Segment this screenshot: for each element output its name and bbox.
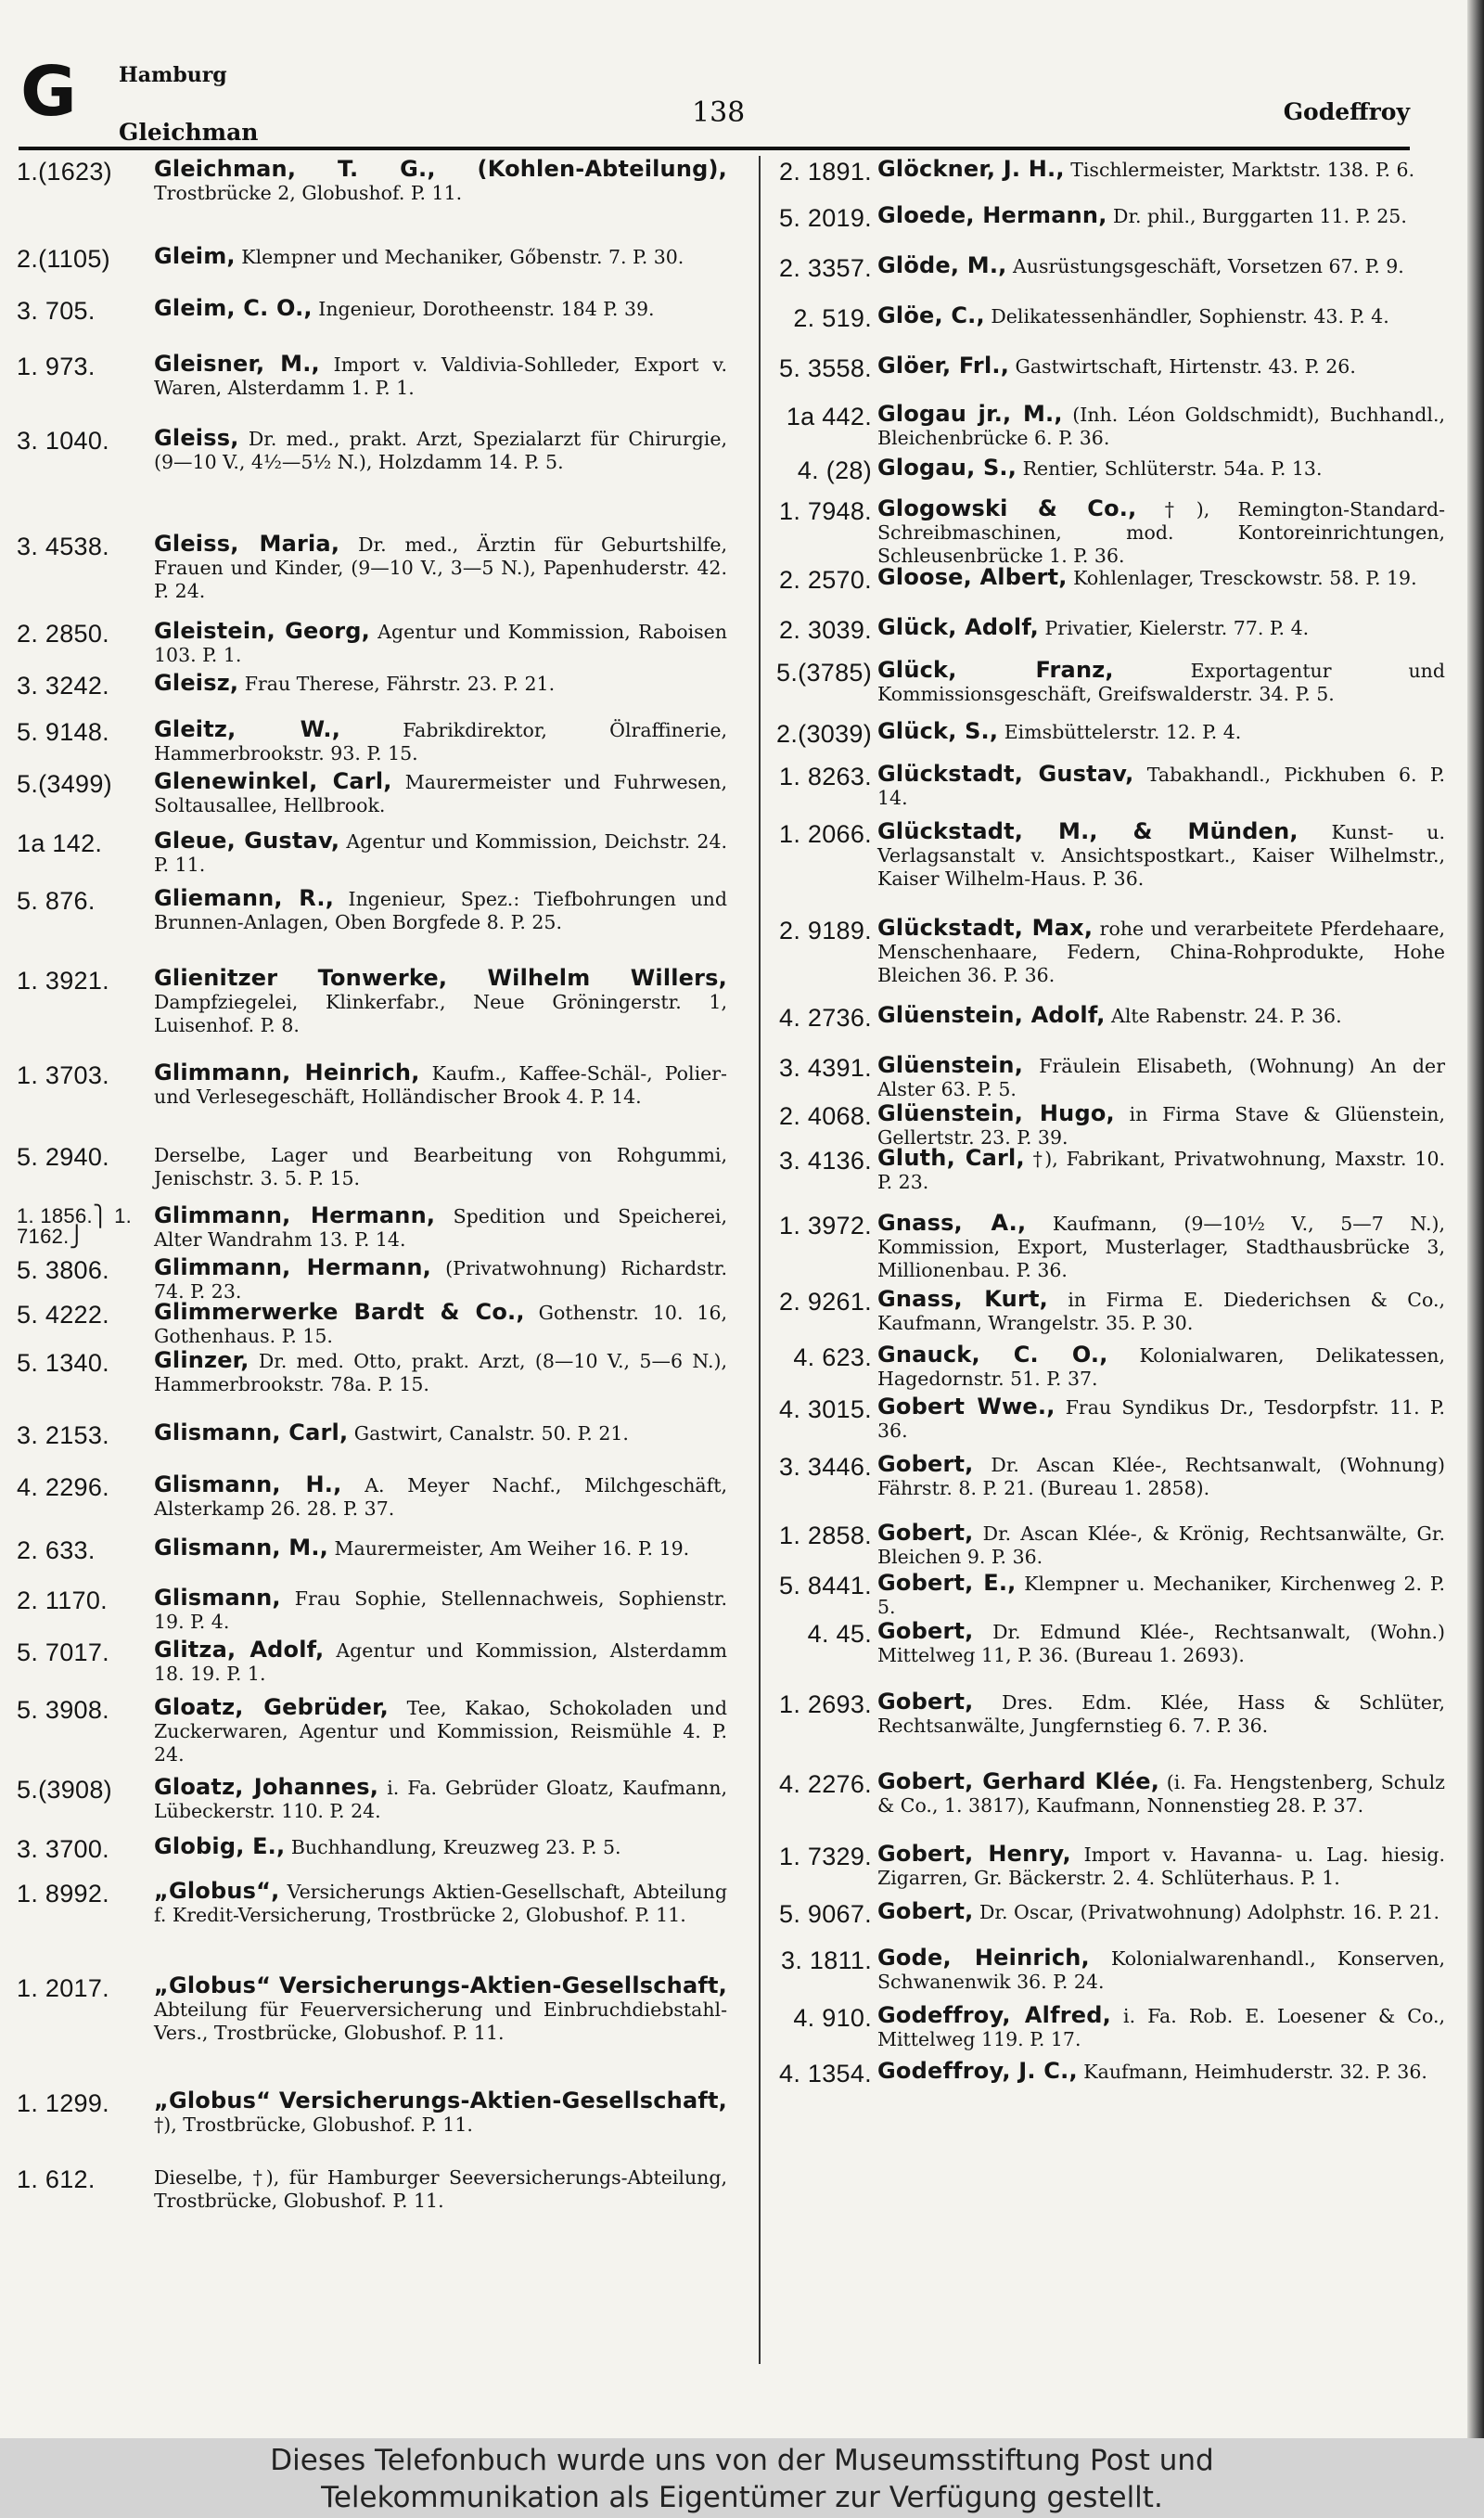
phone-number: 5.(3499) — [17, 770, 112, 798]
entry-details: Versicherungs Aktien-Gesellschaft, Abteilung f. Kredit-Versicherung, Trostbrücke 2, Globushof. P. 11. — [154, 1881, 727, 1926]
entry-text — [154, 1256, 727, 1304]
entry-name: Gleiss, — [154, 425, 239, 451]
entry-name: Glismann, — [154, 1585, 281, 1611]
entry-details: Kaufmann, Heimhuderstr. 32. P. 36. — [1077, 2061, 1427, 2083]
entry-details: Exportagentur und Kommissionsgeschäft, Greifswalderstr. 34. P. 5. — [877, 660, 1445, 705]
phone-number: 3. 705. — [17, 297, 96, 325]
entry-name: Glismann, M., — [154, 1535, 329, 1561]
entry-details: Agentur und Kommission, Raboisen 103. P. 1. — [154, 621, 727, 666]
entry-details: Import v. Havanna- u. Lag. hiesig. Zigarren, Gr. Bäckerstr. 2. 4. Schlüterhaus. P. 1. — [877, 1844, 1445, 1889]
entry-details: Import v. Valdivia-Sohlleder, Export v. Waren, Alsterdamm 1. P. 1. — [154, 353, 727, 399]
phone-number: 5. 2940. — [17, 1143, 109, 1171]
entry-name: Gleisner, M., — [154, 351, 320, 377]
range-start-heading: Gleichman — [119, 119, 259, 146]
left-column — [17, 158, 749, 2384]
entry-text — [877, 2060, 1445, 2084]
entry-details: Ingenieur, Dorotheenstr. 184 P. 39. — [312, 298, 655, 320]
entry-name: Glück, S., — [877, 718, 999, 744]
section-letter: G — [20, 52, 77, 132]
entry-details: Kaufmann, (9—10½ V., 5—7 N.), Kommission, Export, Musterlager, Stadthausbrücke 3, Millionenbau. P. 36. — [877, 1213, 1446, 1281]
phone-number: 3. 4136. — [779, 1147, 872, 1175]
entry-details: Trostbrücke 2, Globushof. P. 11. — [154, 182, 463, 204]
entry-name: Glüenstein, Adolf, — [877, 1002, 1106, 1028]
entry-text — [877, 158, 1445, 182]
entry-text — [154, 1587, 727, 1634]
entry-name: Glimmann, Hermann, — [154, 1254, 431, 1280]
entry-details: Abteilung für Feuerversicherung und Einbruchdiebstahl-Vers., Trostbrücke, Globushof. P. 11. — [154, 1998, 727, 2044]
entry-name: Gleichman, T. G., (Kohlen-Abteilung), — [154, 158, 727, 182]
entry-details: Fabrikdirektor, Ölraffinerie, Hammerbrookstr. 93. P. 15. — [154, 719, 727, 764]
entry-text — [877, 917, 1445, 987]
entry-text — [877, 763, 1445, 810]
phone-number: 2. 9261. — [779, 1288, 872, 1316]
entry-details: Derselbe, Lager und Bearbeitung von Rohgummi, Jenischstr. 3. 5. P. 15. — [154, 1144, 727, 1189]
entry-details: Ausrüstungsgeschäft, Vorsetzen 67. P. 9. — [1006, 255, 1404, 277]
entry-name: Glück, Franz, — [877, 657, 1114, 683]
entry-details: Kunst- u. Verlagsanstalt v. Ansichtspostkart., Kaiser Wilhelmstr., Kaiser Wilhelm-Haus. P. 36. — [877, 821, 1445, 890]
footer-line-1: Dieses Telefonbuch wurde uns von der Museumsstiftung Post und — [270, 2444, 1214, 2477]
entry-details: Gastwirt, Canalstr. 50. P. 21. — [348, 1422, 629, 1445]
phone-number: 5. 8441. — [779, 1572, 872, 1599]
phone-number: 5. 3806. — [17, 1256, 109, 1284]
phone-number: 2. 3039. — [779, 616, 872, 644]
entry-text — [154, 1638, 727, 1686]
right-column — [742, 158, 1456, 2384]
entry-name: Glinzer, — [154, 1347, 249, 1373]
phone-number: 1. 8263. — [779, 763, 872, 790]
phone-number: 1. 612. — [17, 2165, 96, 2193]
entry-details: Dr. Ascan Klée-, Rechtsanwalt, (Wohnung) Fährstr. 8. P. 21. (Bureau 1. 2858). — [877, 1454, 1445, 1499]
entry-text — [154, 1536, 727, 1561]
entry-name: Gobert, — [877, 1898, 974, 1924]
entry-name: Glöer, Frl., — [877, 353, 1010, 379]
entry-text — [154, 245, 727, 269]
entry-details: Dieselbe, †), für Hamburger Seeversicherungs-Abteilung, Trostbrücke, Globushof. P. 11. — [154, 2166, 727, 2212]
entry-name: Gobert, Gerhard Klée, — [877, 1768, 1160, 1794]
entry-details: †), Remington-Standard-Schreibmaschinen, mod. Kontoreinrichtungen, Schleusenbrücke 1. P. 36. — [877, 498, 1445, 567]
entry-name: Gloatz, Johannes, — [154, 1774, 379, 1800]
entry-text — [877, 254, 1445, 278]
entry-name: Glöckner, J. H., — [877, 158, 1065, 182]
entry-name: Gleim, C. O., — [154, 295, 313, 321]
entry-name: Glogau, S., — [877, 455, 1017, 481]
entry-details: Maurermeister und Fuhrwesen, Soltausallee, Hellbrook. — [154, 771, 727, 816]
entry-text — [877, 497, 1445, 568]
entry-text — [877, 204, 1445, 228]
entry-details: Frau Therese, Fährstr. 23. P. 21. — [238, 673, 556, 695]
phone-number: 3. 3446. — [779, 1453, 872, 1481]
entry-text — [154, 1835, 727, 1859]
entry-text — [877, 1147, 1445, 1194]
entry-name: Glückstadt, M., & Münden, — [877, 818, 1298, 844]
phone-number: 5. 1340. — [17, 1349, 109, 1377]
entry-name: Gloose, Albert, — [877, 564, 1068, 590]
entry-name: Glimmann, Heinrich, — [154, 1060, 420, 1086]
entry-text — [154, 533, 727, 603]
entry-text — [877, 566, 1445, 590]
phone-number: 1. 3972. — [779, 1212, 872, 1240]
entry-name: Glöe, C., — [877, 302, 985, 328]
entry-text — [154, 1880, 727, 1927]
entry-text — [877, 1900, 1445, 1924]
phone-number: 4. (28) — [797, 456, 872, 484]
phone-number: 4. 910. — [793, 2004, 872, 2032]
entry-text — [877, 1212, 1445, 1282]
entry-name: Gobert, — [877, 1451, 974, 1477]
entry-details: Frau Sophie, Stellennachweis, Sophienstr. 19. P. 4. — [154, 1587, 727, 1633]
phone-number: 1.(1623) — [17, 158, 112, 186]
entry-text — [154, 1974, 727, 2045]
entry-text — [877, 1843, 1445, 1890]
entry-details: (Inh. Léon Goldschmidt), Buchhandl., Bleichenbrücke 6. P. 36. — [877, 404, 1445, 449]
entry-text — [154, 1061, 727, 1109]
phone-number: 4. 623. — [793, 1343, 872, 1371]
entry-text — [154, 718, 727, 765]
entry-text — [154, 620, 727, 667]
phone-number: 1a 442. — [786, 403, 872, 430]
entry-text — [877, 659, 1445, 706]
phone-number: 2. 3357. — [779, 254, 872, 282]
entry-name: Gleistein, Georg, — [154, 618, 370, 644]
entry-details: (i. Fa. Hengstenberg, Schulz & Co., 1. 3817), Kaufmann, Nonnenstieg 28. P. 37. — [877, 1771, 1445, 1817]
city-heading: Hamburg — [119, 63, 227, 87]
entry-name: Gobert Wwe., — [877, 1394, 1055, 1420]
phone-number: 4. 1354. — [779, 2060, 872, 2088]
entry-name: Glismann, H., — [154, 1471, 342, 1497]
phone-number: 2. 519. — [793, 304, 872, 332]
phone-number: 5. 7017. — [17, 1638, 109, 1666]
entry-details: Fräulein Elisabeth, (Wohnung) An der Alster 63. P. 5. — [877, 1055, 1445, 1100]
entry-text — [877, 1770, 1445, 1818]
entry-details: Dr. phil., Burggarten 11. P. 25. — [1107, 205, 1407, 227]
phone-number: 2. 9189. — [779, 917, 872, 944]
phone-number: 3. 4391. — [779, 1054, 872, 1082]
phone-number: 3. 3242. — [17, 672, 109, 700]
entry-name: Glückstadt, Max, — [877, 915, 1094, 941]
entry-name: „Globus“, — [154, 1878, 280, 1904]
entry-name: Gnass, A., — [877, 1210, 1027, 1236]
phone-number: 1. 3921. — [17, 967, 109, 995]
phone-number: 5.(3908) — [17, 1776, 112, 1804]
entry-name: Gleisz, — [154, 670, 239, 696]
entry-details: Dr. Edmund Klée-, Rechtsanwalt, (Wohn.) Mittelweg 11, P. 36. (Bureau 1. 2693). — [877, 1621, 1445, 1666]
phone-number: 1. 8992. — [17, 1880, 109, 1908]
entry-name: Gobert, E., — [877, 1570, 1017, 1596]
entry-name: Gloatz, Gebrüder, — [154, 1694, 389, 1720]
phone-number: 1. 2017. — [17, 1974, 109, 2002]
entry-text — [877, 1395, 1445, 1443]
entry-details: Dr. Oscar, (Privatwohnung) Adolphstr. 16. P. 21. — [973, 1901, 1440, 1923]
entry-name: Gobert, — [877, 1689, 974, 1715]
phone-number: 3. 1811. — [781, 1946, 872, 1974]
entry-name: Gleim, — [154, 243, 236, 269]
entry-name: Glogowski & Co., — [877, 495, 1137, 521]
entry-text — [877, 1690, 1445, 1738]
entry-details: Tee, Kakao, Schokoladen und Zuckerwaren, Agentur und Kommission, Reismühle 4. P. 24. — [154, 1697, 727, 1766]
entry-details: Agentur und Kommission, Alsterdamm 18. 19. P. 1. — [154, 1639, 727, 1685]
entry-text — [154, 1696, 727, 1766]
entry-details: Privatier, Kielerstr. 77. P. 4. — [1039, 617, 1310, 639]
phone-number: 1. 2066. — [779, 820, 872, 848]
phone-number: 3. 3700. — [17, 1835, 109, 1863]
entry-details: Kohlenlager, Tresckowstr. 58. P. 19. — [1067, 567, 1417, 589]
entry-text — [154, 2089, 727, 2137]
entry-details: Dres. Edm. Klée, Hass & Schlüter, Rechtsanwälte, Jungfernstieg 6. 7. P. 36. — [877, 1691, 1445, 1737]
phone-number: 5.(3785) — [776, 659, 872, 687]
entry-name: Glöde, M., — [877, 252, 1007, 278]
entry-text — [154, 158, 727, 205]
header-rule — [19, 147, 1410, 150]
phone-number: 5. 3908. — [17, 1696, 109, 1724]
entry-name: Glenewinkel, Carl, — [154, 768, 392, 794]
phone-number: 1. 973. — [17, 353, 96, 380]
range-end-heading: Godeffroy — [1283, 98, 1410, 125]
entry-details: Eimsbüttelerstr. 12. P. 4. — [998, 721, 1242, 743]
entry-text — [877, 820, 1445, 891]
phone-number: 1. 7948. — [779, 497, 872, 525]
entry-text — [154, 1776, 727, 1823]
entry-text — [154, 297, 727, 321]
entry-text — [877, 2004, 1445, 2051]
page-number: 138 — [692, 96, 746, 129]
entry-text — [877, 1522, 1445, 1569]
entry-details: Klempner und Mechaniker, Gőbenstr. 7. P. 30. — [235, 246, 684, 268]
phone-number: 5. 4222. — [17, 1301, 109, 1329]
entry-details: i. Fa. Rob. E. Loesener & Co., Mittelweg 119. P. 17. — [877, 2005, 1446, 2050]
entry-text — [154, 672, 727, 696]
phone-number: 2. 2850. — [17, 620, 109, 648]
entry-name: Gluth, Carl, — [877, 1145, 1025, 1171]
phone-number: 1. 2693. — [779, 1690, 872, 1718]
entry-text — [877, 1343, 1445, 1391]
phone-number: 2. 2570. — [779, 566, 872, 594]
entry-name: „Globus“ Versicherungs-Aktien-Gesellschaft, — [154, 1972, 727, 1998]
entry-name: Godeffroy, Alfred, — [877, 2002, 1111, 2028]
entry-text — [154, 427, 727, 474]
entry-details: Kolonialwaren, Delikatessen, Hagedornstr. 51. P. 37. — [877, 1344, 1445, 1390]
entry-details: rohe und verarbeitete Pferdehaare, Menschenhaare, Federn, China-Rohprodukte, Hohe Bleichen 36. P. 36. — [877, 918, 1445, 986]
entry-details: A. Meyer Nachf., Milchgeschäft, Alsterkamp 26. 28. P. 37. — [154, 1474, 727, 1520]
entry-text — [154, 1473, 727, 1521]
entry-text — [877, 1572, 1445, 1619]
entry-text — [154, 1349, 727, 1396]
entry-text — [877, 1004, 1445, 1028]
entry-details: Tischlermeister, Marktstr. 138. P. 6. — [1064, 159, 1415, 181]
phone-number: 5. 9148. — [17, 718, 109, 746]
entry-name: Glück, Adolf, — [877, 614, 1039, 640]
entry-details: Spedition und Speicherei, Alter Wandrahm 13. P. 14. — [154, 1205, 727, 1251]
entry-name: Gobert, — [877, 1520, 974, 1546]
entry-details: Dr. Ascan Klée-, & Krönig, Rechtsanwälte, Gr. Bleichen 9. P. 36. — [877, 1522, 1445, 1568]
entry-name: Glimmerwerke Bardt & Co., — [154, 1299, 525, 1325]
entry-details: †), Fabrikant, Privatwohnung, Maxstr. 10. P. 23. — [877, 1148, 1445, 1193]
entry-text — [877, 1102, 1445, 1150]
entry-name: Godeffroy, J. C., — [877, 2058, 1078, 2084]
entry-text — [877, 1288, 1445, 1335]
entry-name: Gloede, Hermann, — [877, 202, 1107, 228]
footer-line-2: Telekommunikation als Eigentümer zur Verfügung gestellt. — [321, 2481, 1163, 2514]
phone-number: 1. 2858. — [779, 1522, 872, 1549]
entry-details: Delikatessenhändler, Sophienstr. 43. P. 4. — [984, 305, 1389, 328]
entry-details: in Firma Stave & Glüenstein, Gellertstr. 23. P. 39. — [877, 1103, 1445, 1149]
entry-name: Gnauck, C. O., — [877, 1342, 1108, 1368]
entry-details: (Privatwohnung) Richardstr. 74. P. 23. — [154, 1257, 727, 1303]
entry-details: Alte Rabenstr. 24. P. 36. — [1105, 1005, 1342, 1027]
entry-name: Gleitz, W., — [154, 716, 341, 742]
entry-details: Klempner u. Mechaniker, Kirchenweg 2. P. 5. — [877, 1573, 1445, 1618]
entry-details: Rentier, Schlüterstr. 54a. P. 13. — [1017, 457, 1323, 480]
entry-name: Glückstadt, Gustav, — [877, 761, 1134, 787]
entry-text — [154, 829, 727, 877]
entry-text — [154, 1421, 727, 1445]
entry-text — [877, 1453, 1445, 1500]
phone-number: 4. 2736. — [779, 1004, 872, 1032]
phone-number: 1. 1299. — [17, 2089, 109, 2117]
entry-text — [877, 616, 1445, 640]
entry-name: Glüenstein, — [877, 1052, 1024, 1078]
phone-number: 2. 633. — [17, 1536, 96, 1564]
phone-number: 3. 4538. — [17, 533, 109, 560]
entry-details: Tabakhandl., Pickhuben 6. P. 14. — [877, 764, 1445, 809]
phone-number: 3. 1040. — [17, 427, 109, 455]
entry-details: Gastwirtschaft, Hirtenstr. 43. P. 26. — [1009, 355, 1356, 378]
phone-number: 2. 1170. — [17, 1587, 108, 1614]
entry-name: Glitza, Adolf, — [154, 1637, 325, 1663]
phone-number: 4. 3015. — [779, 1395, 872, 1423]
entry-name: „Globus“ Versicherungs-Aktien-Gesellschaft, — [154, 2088, 727, 2113]
phone-number: 1. 1856.⎫ 1. 7162.⎭ — [17, 1204, 133, 1248]
entry-text — [154, 1143, 727, 1190]
entry-name: Gnass, Kurt, — [877, 1286, 1048, 1312]
entry-details: Dr. med., prakt. Arzt, Spezialarzt für Chirurgie, (9—10 V., 4½—5½ N.), Holzdamm 14. P. 5. — [154, 428, 727, 473]
entry-name: Gliemann, R., — [154, 885, 335, 911]
entry-text — [154, 2165, 727, 2213]
entry-details: Dampfziegelei, Klinkerfabr., Neue Gröningerstr. 1, Luisenhof. P. 8. — [154, 991, 727, 1036]
entry-details: i. Fa. Gebrüder Gloatz, Kaufmann, Lübeckerstr. 110. P. 24. — [154, 1777, 728, 1822]
entry-text — [877, 720, 1445, 744]
footer-note — [0, 2438, 1484, 2518]
phone-number: 3. 2153. — [17, 1421, 109, 1449]
entry-text — [154, 353, 727, 400]
entry-text — [877, 1946, 1445, 1994]
entry-name: Gobert, Henry, — [877, 1841, 1071, 1867]
entry-name: Globig, E., — [154, 1833, 286, 1859]
entry-text — [154, 967, 727, 1037]
phone-number: 4. 2276. — [779, 1770, 872, 1798]
phone-number: 4. 2296. — [17, 1473, 109, 1501]
entry-details: Gothenstr. 10. 16, Gothenhaus. P. 15. — [154, 1302, 727, 1347]
entry-details: Ingenieur, Spez.: Tiefbohrungen und Brunnen-Anlagen, Oben Borgfede 8. P. 25. — [154, 888, 727, 933]
phone-number: 2.(1105) — [17, 245, 110, 273]
entry-details: Maurermeister, Am Weiher 16. P. 19. — [328, 1537, 690, 1560]
phone-number: 5. 876. — [17, 887, 96, 915]
entry-text — [877, 304, 1445, 328]
entry-details: in Firma E. Diederichsen & Co., Kaufmann, Wrangelstr. 35. P. 30. — [877, 1289, 1445, 1334]
phone-number: 1a 142. — [17, 829, 103, 857]
entry-name: Glüenstein, Hugo, — [877, 1100, 1115, 1126]
entry-name: Glimmann, Hermann, — [154, 1202, 436, 1228]
entry-text — [877, 403, 1445, 450]
entry-text — [877, 1620, 1445, 1667]
entry-details: Kolonialwarenhandl., Konserven, Schwanenwik 36. P. 24. — [877, 1947, 1445, 1993]
entry-name: Gobert, — [877, 1618, 974, 1644]
entry-name: Glienitzer Tonwerke, Wilhelm Willers, — [154, 965, 727, 991]
phone-number: 1. 3703. — [17, 1061, 109, 1089]
phone-number: 1. 7329. — [779, 1843, 872, 1870]
entry-details: †), Trostbrücke, Globushof. P. 11. — [154, 2113, 473, 2136]
phone-number: 2. 1891. — [779, 158, 872, 186]
entry-text — [877, 456, 1445, 481]
entry-details: Dr. med. Otto, prakt. Arzt, (8—10 V., 5—6 N.), Hammerbrookstr. 78a. P. 15. — [154, 1350, 727, 1395]
phone-number: 5. 2019. — [779, 204, 872, 232]
entry-details: Buchhandlung, Kreuzweg 23. P. 5. — [285, 1836, 621, 1858]
phone-number: 4. 45. — [807, 1620, 872, 1648]
entry-details: Kaufm., Kaffee-Schäl-, Polier- und Verlesegeschäft, Holländischer Brook 4. P. 14. — [154, 1062, 727, 1108]
entry-text — [154, 1204, 727, 1252]
entry-name: Gleiss, Maria, — [154, 531, 340, 557]
entry-text — [154, 770, 727, 817]
entry-details: Dr. med., Ärztin für Geburtshilfe, Frauen und Kinder, (9—10 V., 3—5 N.), Papenhuderstr. 42. P. 24. — [154, 533, 727, 602]
phone-number: 2.(3039) — [776, 720, 872, 748]
entry-text — [877, 354, 1445, 379]
entry-name: Glismann, Carl, — [154, 1420, 349, 1445]
phone-number: 5. 3558. — [779, 354, 872, 382]
entry-text — [154, 887, 727, 934]
entry-details: Agentur und Kommission, Deichstr. 24. P. 11. — [154, 830, 728, 876]
entry-details: Frau Syndikus Dr., Tesdorpfstr. 11. P. 36. — [877, 1396, 1445, 1442]
entry-name: Gode, Heinrich, — [877, 1945, 1090, 1971]
phone-number: 2. 4068. — [779, 1102, 872, 1130]
entry-name: Glogau jr., M., — [877, 401, 1063, 427]
entry-name: Gleue, Gustav, — [154, 828, 340, 854]
entry-text — [154, 1301, 727, 1348]
entry-text — [877, 1054, 1445, 1101]
phone-number: 5. 9067. — [779, 1900, 872, 1928]
